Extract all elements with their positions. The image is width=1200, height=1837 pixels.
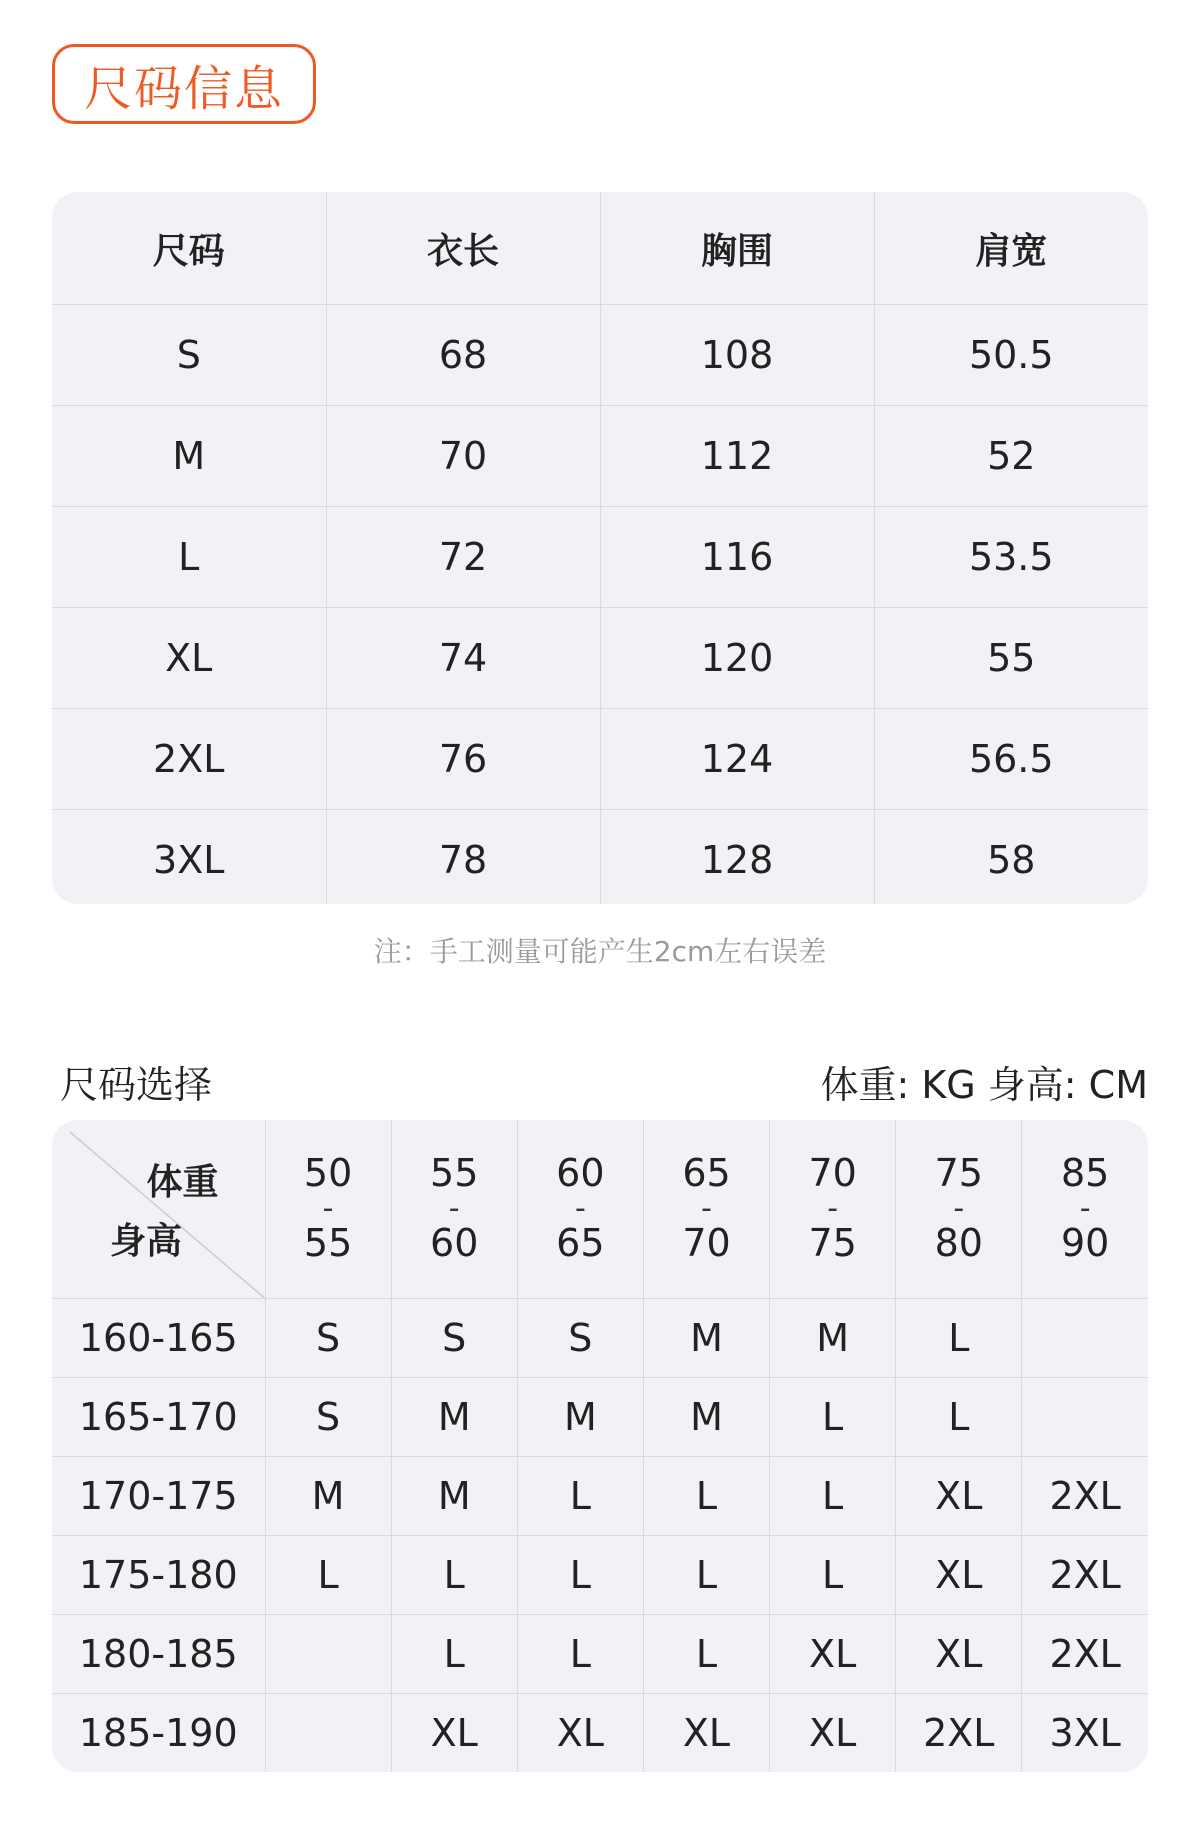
recommended-size-cell: 2XL [1022,1615,1148,1694]
height-range-label: 175-180 [52,1536,265,1615]
table-row [52,1694,1148,1773]
weight-range-header [517,1120,643,1299]
table-row [52,507,1148,608]
table-row [52,305,1148,406]
size-table-header-row [52,192,1148,305]
recommended-size-cell: 3XL [1022,1694,1148,1773]
recommended-size-cell: 2XL [1022,1457,1148,1536]
table-cell: 55 [874,608,1148,709]
page-title: 尺码信息 [52,44,316,124]
recommended-size-cell: L [643,1615,769,1694]
table-cell: L [52,507,326,608]
table-row [52,1299,1148,1378]
weight-range-header [265,1120,391,1299]
table-cell: M [52,406,326,507]
header-size: 尺码 [152,230,225,272]
table-row [52,406,1148,507]
table-cell: 72 [326,507,600,608]
range-dash: - [322,1191,334,1226]
height-range-label: 180-185 [52,1615,265,1694]
size-chart-table [52,192,1148,904]
range-dash: - [574,1191,586,1226]
recommended-size-cell [265,1615,391,1694]
table-cell: 76 [326,709,600,810]
table-cell: 78 [326,810,600,905]
range-end: 80 [934,1221,983,1265]
range-dash: - [953,1191,965,1226]
table-row [52,1378,1148,1457]
recommended-size-cell: XL [643,1694,769,1773]
table-cell: 108 [600,305,874,406]
recommended-size-cell: XL [391,1694,517,1773]
table-cell: 120 [600,608,874,709]
weight-header-row [52,1120,1148,1299]
diagonal-divider [52,1120,265,1298]
range-end: 65 [556,1221,605,1265]
recommended-size-cell: L [265,1536,391,1615]
recommended-size-cell: XL [770,1694,896,1773]
recommended-size-cell: S [265,1299,391,1378]
range-start: 50 [303,1151,353,1196]
corner-cell [52,1120,265,1299]
table-cell: 70 [326,406,600,507]
recommended-size-cell: 2XL [1022,1536,1148,1615]
recommended-size-cell: M [643,1378,769,1457]
table-cell: 56.5 [874,709,1148,810]
recommended-size-cell: M [391,1457,517,1536]
recommended-size-cell: M [265,1457,391,1536]
table-cell: 74 [326,608,600,709]
recommended-size-cell: L [770,1457,896,1536]
range-dash: - [827,1191,839,1226]
recommended-size-cell: XL [896,1457,1022,1536]
height-range-label: 165-170 [52,1378,265,1457]
table-row [52,810,1148,905]
range-dash: - [701,1191,712,1226]
recommended-size-cell: XL [770,1615,896,1694]
range-start: 85 [1060,1151,1110,1196]
units-label: 体重: KG 身高: CM [820,1063,1148,1107]
measurement-note: 注：手工测量可能产生2cm左右误差 [373,935,827,968]
table-row [52,1615,1148,1694]
range-start: 75 [934,1151,983,1196]
recommended-size-cell: L [896,1378,1022,1457]
range-start: 60 [556,1151,605,1196]
corner-weight-label: 体重 [146,1162,219,1203]
recommended-size-cell: S [517,1299,643,1378]
table-cell: XL [52,608,326,709]
table-cell: 68 [326,305,600,406]
range-end: 75 [808,1221,857,1265]
header-length: 衣长 [326,192,600,305]
recommended-size-cell: L [643,1536,769,1615]
table-cell: 2XL [52,709,326,810]
table-row [52,1457,1148,1536]
recommended-size-cell: L [391,1536,517,1615]
height-range-label: 160-165 [52,1299,265,1378]
recommended-size-cell [265,1694,391,1773]
recommended-size-cell: L [770,1378,896,1457]
recommended-size-cell: L [517,1457,643,1536]
recommended-size-cell: M [517,1378,643,1457]
recommended-size-cell: L [770,1536,896,1615]
recommended-size-cell [1022,1378,1148,1457]
height-range-label: 185-190 [52,1694,265,1773]
size-selection-title: 尺码选择 [60,1063,213,1107]
recommended-size-cell: L [643,1457,769,1536]
range-dash: - [448,1191,460,1226]
table-cell: 116 [600,507,874,608]
table-cell: 50.5 [874,305,1148,406]
header-shoulder: 肩宽 [874,192,1148,305]
range-start: 70 [808,1151,857,1196]
table-row [52,608,1148,709]
corner-height-label: 身高 [110,1221,183,1262]
weight-range-header [391,1120,517,1299]
recommended-size-cell: L [896,1299,1022,1378]
range-end: 55 [303,1221,353,1265]
range-end: 70 [682,1221,731,1265]
table-cell: 112 [600,406,874,507]
recommended-size-cell: XL [517,1694,643,1773]
range-start: 55 [430,1151,479,1196]
table-cell: 53.5 [874,507,1148,608]
table-cell: 124 [600,709,874,810]
recommended-size-cell: L [391,1615,517,1694]
table-cell: 128 [600,810,874,905]
recommended-size-cell: XL [896,1536,1022,1615]
recommended-size-cell: 2XL [896,1694,1022,1773]
height-range-label: 170-175 [52,1457,265,1536]
table-row [52,1536,1148,1615]
recommended-size-cell: L [517,1536,643,1615]
size-selection-table [52,1120,1148,1772]
table-cell: S [52,305,326,406]
weight-range-header [1022,1120,1148,1299]
recommended-size-cell: XL [896,1615,1022,1694]
header-chest: 胸围 [600,192,874,305]
recommended-size-cell: L [517,1615,643,1694]
range-dash: - [1079,1191,1091,1226]
recommended-size-cell: M [643,1299,769,1378]
recommended-size-cell: S [265,1378,391,1457]
recommended-size-cell: M [770,1299,896,1378]
table-cell: 58 [874,810,1148,905]
weight-range-header [770,1120,896,1299]
recommended-size-cell: S [391,1299,517,1378]
range-end: 60 [430,1221,479,1265]
table-cell: 3XL [52,810,326,905]
table-cell: 52 [874,406,1148,507]
weight-range-header [643,1120,769,1299]
weight-range-header [896,1120,1022,1299]
range-end: 90 [1060,1221,1110,1265]
recommended-size-cell [1022,1299,1148,1378]
table-row [52,709,1148,810]
range-start: 65 [682,1151,731,1196]
recommended-size-cell: M [391,1378,517,1457]
